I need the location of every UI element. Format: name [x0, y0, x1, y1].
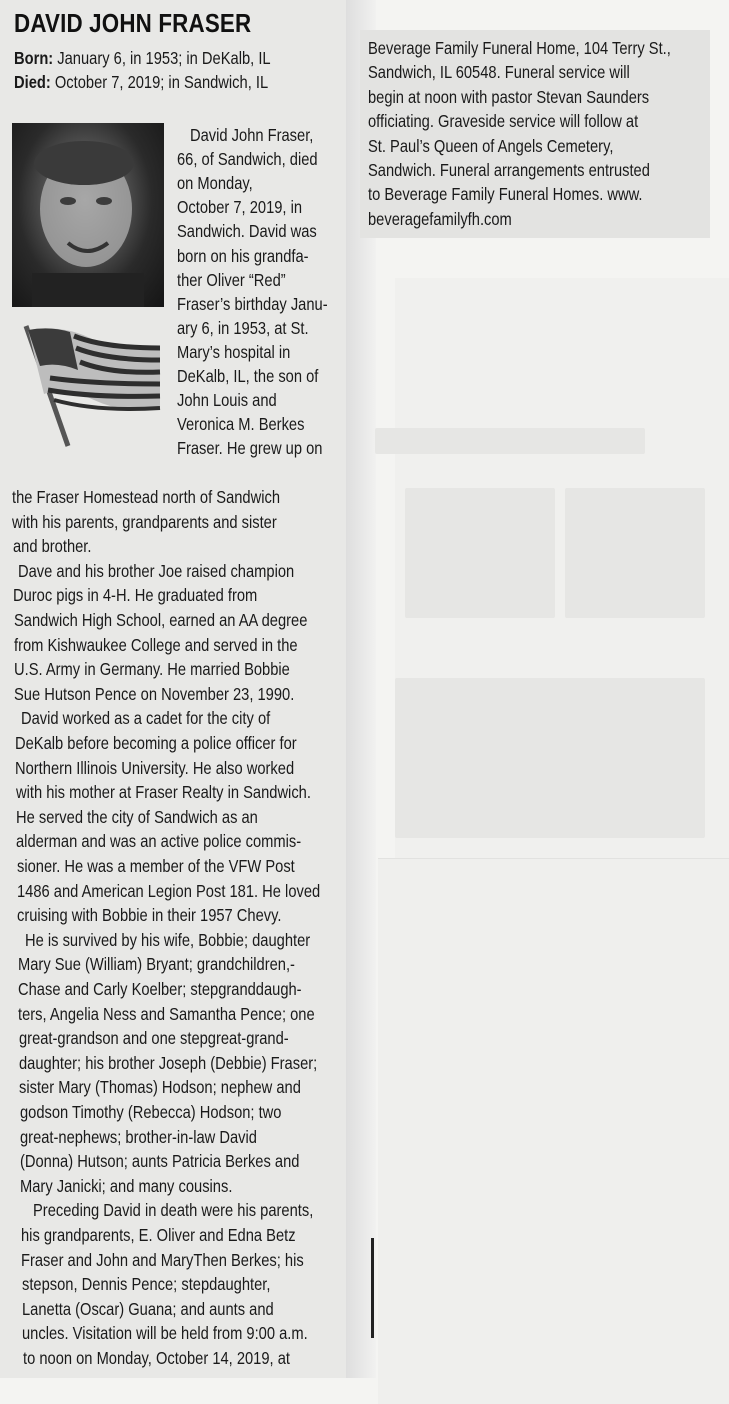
text-line: on Monday,	[177, 173, 253, 194]
text-line: U.S. Army in Germany. He married Bobbie	[14, 659, 290, 680]
text-line: Mary’s hospital in	[177, 341, 291, 362]
american-flag-icon	[14, 322, 164, 450]
text-line: He is survived by his wife, Bobbie; daughter	[25, 929, 311, 950]
text-line: DeKalb before becoming a police officer for	[15, 733, 297, 753]
text-line: and brother.	[13, 536, 92, 557]
text-line: Duroc pigs in 4-H. He graduated from	[13, 585, 258, 606]
ghost-text-bleed	[375, 428, 645, 454]
text-line: 66, of Sandwich, died	[177, 149, 318, 170]
text-line: to noon on Monday, October 14, 2019, at	[23, 1348, 290, 1368]
text-line: the Fraser Homestead north of Sandwich	[12, 487, 281, 507]
text-line: great-grandson and one stepgreat-grand-	[19, 1028, 289, 1049]
text-line: St. Paul’s Queen of Angels Cemetery,	[368, 135, 614, 156]
text-line: Preceding David in death were his parents,	[33, 1200, 314, 1221]
text-line: born on his grandfa-	[177, 245, 309, 266]
text-line: ther Oliver “Red”	[177, 269, 286, 290]
died-value: October 7, 2019; in Sandwich, IL	[54, 72, 269, 92]
text-line: He served the city of Sandwich as an	[16, 806, 258, 827]
text-line: begin at noon with pastor Stevan Saunders	[368, 86, 650, 107]
blank-paper-area-lower	[378, 858, 729, 1404]
text-line: Dave and his brother Joe raised champion	[18, 560, 295, 581]
text-line: with his mother at Fraser Realty in Sandwich.	[16, 782, 311, 803]
text-line: stepson, Dennis Pence; stepdaughter,	[22, 1274, 271, 1295]
text-line: beveragefamilyfh.com	[368, 208, 512, 229]
born-value: January 6, in 1953; in DeKalb, IL	[57, 48, 271, 68]
text-line: cruising with Bobbie in their 1957 Chevy.	[17, 905, 282, 926]
ghost-photo-bleed	[405, 488, 555, 618]
portrait-photo	[12, 123, 164, 307]
obituary-name: DAVID JOHN FRASER	[14, 8, 252, 38]
text-line: 1486 and American Legion Post 181. He loved	[17, 880, 321, 901]
text-line: Beverage Family Funeral Home, 104 Terry St.,	[368, 38, 671, 58]
text-line: uncles. Visitation will be held from 9:00 a.m.	[22, 1323, 308, 1344]
text-line: godson Timothy (Rebecca) Hodson; two	[20, 1102, 282, 1122]
text-line: DeKalb, IL, the son of	[177, 366, 319, 386]
text-line: (Donna) Hutson; aunts Patricia Berkes and	[20, 1151, 300, 1172]
text-line: Chase and Carly Koelber; stepgranddaugh-	[18, 979, 302, 999]
born-label: Born:	[14, 48, 54, 68]
text-line: great-nephews; brother-in-law David	[20, 1126, 257, 1147]
text-line: David John Fraser,	[190, 125, 314, 145]
text-line: John Louis and	[177, 390, 277, 411]
text-line: ary 6, in 1953, at St.	[177, 317, 309, 338]
text-line: ters, Angelia Ness and Samantha Pence; one	[18, 1003, 315, 1024]
text-line: Sandwich High School, earned an AA degree	[14, 610, 308, 630]
text-line: Veronica M. Berkes	[177, 414, 305, 435]
text-line: to Beverage Family Funeral Homes. www.	[368, 184, 643, 205]
text-line: from Kishwaukee College and served in the	[14, 634, 298, 655]
text-line: with his parents, grandparents and sister	[12, 511, 277, 532]
text-line: Northern Illinois University. He also worked	[15, 757, 295, 778]
text-line: officiating. Graveside service will follow at	[368, 111, 639, 132]
text-line: Sandwich. Funeral arrangements entrusted	[368, 160, 650, 180]
text-line: Lanetta (Oscar) Guana; and aunts and	[22, 1298, 274, 1319]
portrait-photo-icon	[12, 123, 164, 307]
text-line: Mary Janicki; and many cousins.	[20, 1175, 233, 1196]
text-line: his grandparents, E. Oliver and Edna Betz	[21, 1225, 296, 1245]
text-line: Sue Hutson Pence on November 23, 1990.	[14, 683, 295, 704]
born-line	[14, 46, 271, 70]
text-line: Fraser and John and MaryThen Berkes; his	[21, 1249, 304, 1270]
text-line: daughter; his brother Joseph (Debbie) Fraser;	[19, 1052, 318, 1073]
blank-paper-area	[395, 278, 729, 858]
text-line: Sandwich, IL 60548. Funeral service will	[368, 62, 630, 83]
died-line	[14, 70, 268, 94]
fold-mark	[371, 1238, 374, 1338]
ghost-text-bleed	[565, 488, 705, 618]
text-line: October 7, 2019, in	[177, 197, 303, 218]
text-line: sister Mary (Thomas) Hodson; nephew and	[19, 1077, 301, 1098]
died-label: Died:	[14, 72, 51, 92]
text-line: Sandwich. David was	[177, 221, 317, 242]
text-line: Mary Sue (William) Bryant; grandchildren,-	[18, 954, 295, 975]
text-line: David worked as a cadet for the city of	[21, 708, 271, 729]
text-line: sioner. He was a member of the VFW Post	[17, 856, 295, 876]
text-line: alderman and was an active police commis-	[16, 831, 302, 852]
text-line: Fraser’s birthday Janu-	[177, 293, 328, 314]
text-line: Fraser. He grew up on	[177, 438, 323, 459]
ghost-text-bleed	[395, 678, 705, 838]
